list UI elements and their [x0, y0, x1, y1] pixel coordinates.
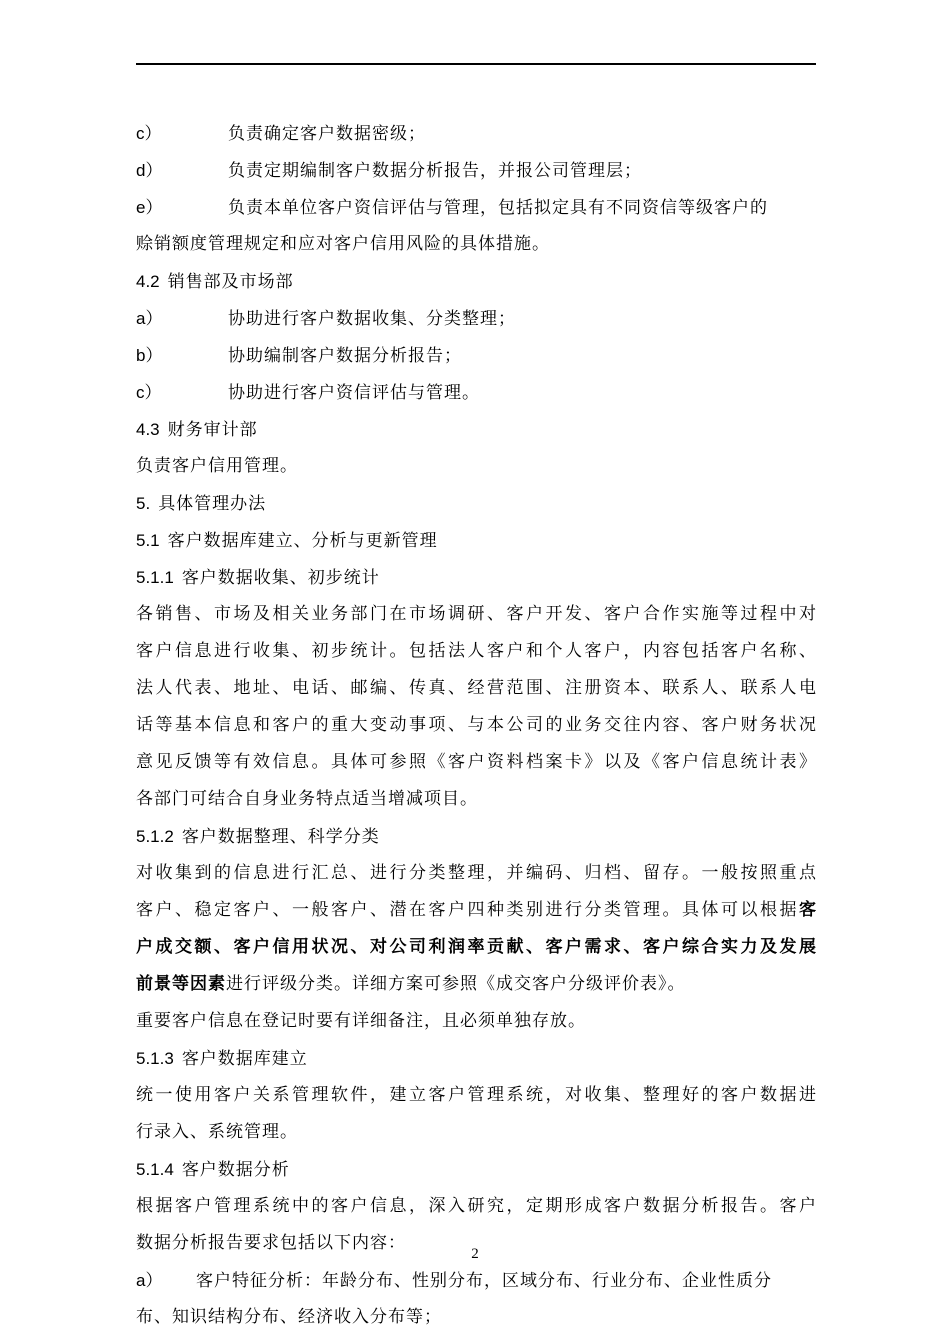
list-item [136, 374, 816, 411]
paragraph-text: 进行评级分类。详细方案可参照《成交客户分级评价表》。 [226, 974, 686, 994]
section-heading [136, 485, 816, 522]
section-title: 客户数据整理、科学分类 [181, 827, 380, 847]
list-marker: b） [136, 346, 163, 365]
paragraph-line: 各部门可结合自身业务特点适当增减项目。 [136, 789, 478, 809]
section-title: 销售部及市场部 [167, 272, 294, 292]
list-marker: e） [136, 198, 163, 217]
paragraph-line: 统一使用客户关系管理软件，建立客户管理系统，对收集、整理好的客户数据进 [136, 1085, 816, 1105]
paragraph-line: 各销售、市场及相关业务部门在市场调研、客户开发、客户合作实施等过程中对 [136, 604, 816, 624]
list-text: 客户特征分析：年龄分布、性别分布，区域分布、行业分布、企业性质分 [196, 1271, 772, 1291]
section-title: 具体管理办法 [158, 494, 267, 514]
paragraph-line: 客户信息进行收集、初步统计。包括法人客户和个人客户，内容包括客户名称、 [136, 641, 816, 661]
document-body [136, 115, 816, 1336]
section-title: 客户数据分析 [181, 1160, 290, 1180]
header-rule [136, 63, 816, 65]
list-marker: d） [136, 161, 163, 180]
page-number: 2 [471, 1246, 479, 1262]
paragraph-line: 对收集到的信息进行汇总、进行分类整理，并编码、归档、留存。一般按照重点 [136, 863, 816, 883]
emphasis-text: 户成交额、客户信用状况、对公司利润率贡献、客户需求、客户综合实力及发展 [136, 937, 816, 957]
list-item-continuation: 布、知识结构分布、经济收入分布等； [136, 1307, 442, 1327]
section-heading [136, 263, 816, 300]
paragraph-line: 行录入、系统管理。 [136, 1122, 298, 1142]
list-item [136, 189, 816, 226]
paragraph-line [136, 892, 816, 929]
section-number: 4.2 [136, 272, 160, 291]
section-heading [136, 559, 816, 596]
list-text: 负责定期编制客户数据分析报告，并报公司管理层； [228, 161, 642, 181]
list-text: 负责确定客户数据密级； [228, 124, 426, 144]
paragraph-line [136, 966, 816, 1003]
section-number: 5.1.4 [136, 1160, 174, 1179]
list-text: 负责本单位客户资信评估与管理，包括拟定具有不同资信等级客户的 [228, 198, 768, 218]
section-number: 5.1.3 [136, 1049, 174, 1068]
section-number: 5. [136, 494, 151, 513]
list-marker: a） [136, 309, 163, 328]
section-number: 5.1.2 [136, 827, 174, 846]
list-item [136, 152, 816, 189]
section-title: 客户数据库建立 [181, 1049, 308, 1069]
paragraph-line: 话等基本信息和客户的重大变动事项、与本公司的业务交往内容、客户财务状况 [136, 715, 816, 735]
list-item-continuation: 赊销额度管理规定和应对客户信用风险的具体措施。 [136, 234, 550, 254]
section-title: 客户数据库建立、分析与更新管理 [167, 531, 438, 551]
paragraph-line: 负责客户信用管理。 [136, 456, 298, 476]
list-marker: a） [136, 1271, 163, 1290]
list-text: 协助进行客户数据收集、分类整理； [228, 309, 516, 329]
section-title: 财务审计部 [167, 420, 258, 440]
paragraph-line: 法人代表、地址、电话、邮编、传真、经营范围、注册资本、联系人、联系人电 [136, 678, 816, 698]
section-number: 5.1 [136, 531, 160, 550]
emphasis-text: 客 [799, 900, 816, 920]
paragraph-line: 数据分析报告要求包括以下内容： [136, 1233, 406, 1253]
list-marker: c） [136, 383, 162, 402]
list-text: 协助编制客户数据分析报告； [228, 346, 462, 366]
section-number: 4.3 [136, 420, 160, 439]
paragraph-line: 根据客户管理系统中的客户信息，深入研究，定期形成客户数据分析报告。客户 [136, 1196, 816, 1216]
section-heading [136, 522, 816, 559]
list-item [136, 300, 816, 337]
list-item [136, 115, 816, 152]
paragraph-text: 客户、稳定客户、一般客户、潜在客户四种类别进行分类管理。具体可以根据 [136, 900, 799, 920]
section-heading [136, 1151, 816, 1188]
paragraph-line: 意见反馈等有效信息。具体可参照《客户资料档案卡》以及《客户信息统计表》 [136, 752, 816, 772]
list-marker: c） [136, 124, 162, 143]
section-heading [136, 411, 816, 448]
list-text: 协助进行客户资信评估与管理。 [228, 383, 480, 403]
emphasis-text: 前景等因素 [136, 974, 226, 994]
section-number: 5.1.1 [136, 568, 174, 587]
section-heading [136, 818, 816, 855]
paragraph-line: 重要客户信息在登记时要有详细备注，且必须单独存放。 [136, 1011, 586, 1031]
paragraph-line [136, 929, 816, 966]
list-item [136, 1262, 816, 1299]
section-heading [136, 1040, 816, 1077]
section-title: 客户数据收集、初步统计 [181, 568, 380, 588]
list-item [136, 337, 816, 374]
